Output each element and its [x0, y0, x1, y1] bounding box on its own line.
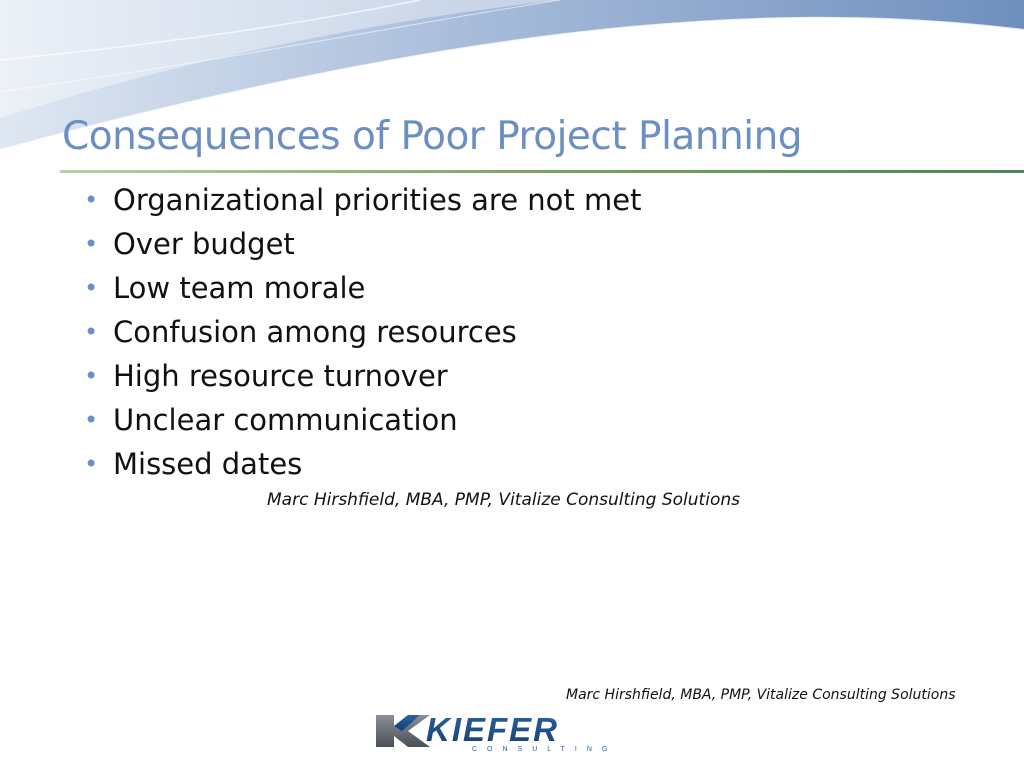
bullet-item [84, 354, 641, 398]
slide-title: Consequences of Poor Project Planning [62, 114, 803, 159]
title-underline [60, 170, 1024, 173]
bullet-item [84, 398, 641, 442]
bullet-dot-icon: • [84, 406, 99, 434]
bullet-dot-icon: • [84, 230, 99, 258]
bullet-dot-icon: • [84, 362, 99, 390]
kiefer-consulting-logo-icon [374, 710, 632, 752]
bullet-item [84, 222, 641, 266]
bullet-item [84, 178, 641, 222]
bullet-text: Unclear communication [113, 403, 458, 437]
bullet-dot-icon: • [84, 318, 99, 346]
bullet-text: Low team morale [113, 271, 366, 305]
bullet-text: Confusion among resources [113, 315, 517, 349]
bullet-dot-icon: • [84, 186, 99, 214]
bullet-text: Over budget [113, 227, 295, 261]
bullet-text: High resource turnover [113, 359, 448, 393]
bullet-item [84, 310, 641, 354]
bullet-text: Missed dates [113, 447, 303, 481]
logo-wordmark: KIEFER [426, 711, 560, 748]
attribution-text: Marc Hirshfield, MBA, PMP, Vitalize Consulting Solutions [267, 490, 740, 510]
footer-attribution: Marc Hirshfield, MBA, PMP, Vitalize Consulting Solutions [566, 687, 956, 703]
bullet-item [84, 442, 641, 486]
bullet-item [84, 266, 641, 310]
bullet-text: Organizational priorities are not met [113, 183, 642, 217]
bullet-dot-icon: • [84, 450, 99, 478]
logo-tagline: CONSULTING [472, 746, 618, 752]
bullet-list [84, 178, 641, 486]
bullet-dot-icon: • [84, 274, 99, 302]
